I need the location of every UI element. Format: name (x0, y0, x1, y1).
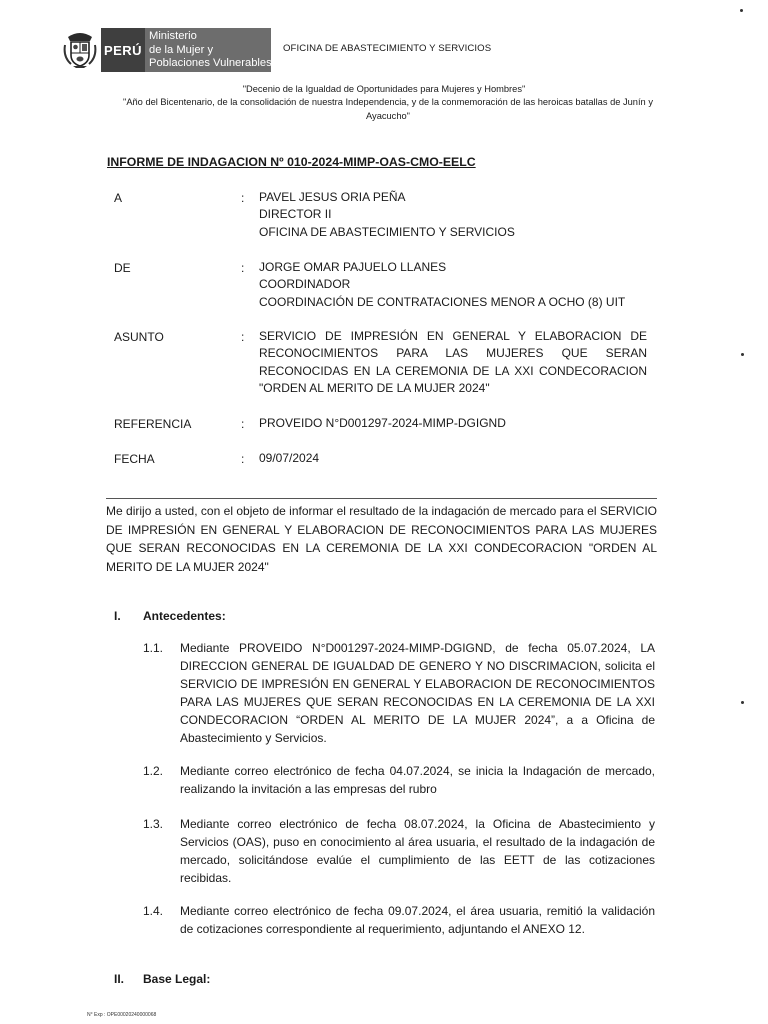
field-value-fecha: 09/07/2024 (259, 451, 320, 465)
section-number: II. (114, 972, 125, 986)
scan-speck (741, 701, 744, 704)
logo-peru (101, 28, 145, 72)
field-label-de: DE (114, 261, 131, 275)
addressee-position: DIRECTOR II (259, 207, 332, 222)
logo-ministry (145, 28, 271, 72)
logo-country-text: PERÚ (103, 42, 143, 58)
office-header: OFICINA DE ABASTECIMIENTO Y SERVICIOS (283, 43, 492, 54)
field-value-de (259, 259, 647, 311)
item-text: Mediante PROVEIDO N°D001297-2024-MIMP-DGIGND, de fecha 05.07.2024, LA DIRECCION GENERAL DE IGUALDAD DE GENERO Y NO DISCRIMACION, solicita el SERVICIO DE IMPRESIÓN EN GENERAL Y ELABORACION DE RECONOCIMIENTOS PARA LAS MUJERES QUE SERAN RECONOCIDAS EN LA CEREMONIA DE LA XXI CONDECORACION “ORDEN AL MERITO DE LA MUJER 2024”, a a Oficina de Abastecimiento y Servicios. (180, 641, 655, 745)
coat-of-arms-icon (62, 31, 98, 69)
section-number: I. (114, 609, 121, 623)
expedient-number: N° Exp : OPE00020240000068 (87, 1012, 157, 1018)
section-title-base-legal: Base Legal: (143, 972, 211, 986)
item-number: 1.3. (143, 817, 164, 831)
field-colon: : (241, 191, 245, 205)
intro-paragraph: Me dirijo a usted, con el objeto de informar el resultado de la indagación de mercado para el SERVICIO DE IMPRESIÓN EN GENERAL Y ELABORACION DE RECONOCIMIENTOS PARA LAS MUJERES QUE SERAN RECONOCIDAS EN LA CEREMONIA DE LA XXI CONDECORACION "ORDEN AL MERITO DE LA MUJER 2024" (106, 504, 657, 574)
logo-ministry-line: de la Mujer y (149, 43, 214, 56)
field-colon: : (241, 417, 245, 431)
logo-ministry-line: Poblaciones Vulnerables (149, 57, 272, 69)
scan-speck (740, 9, 743, 12)
sender-office: COORDINACIÓN DE CONTRATACIONES MENOR A OCHO (8) UIT (259, 294, 626, 309)
item-text: Mediante correo electrónico de fecha 04.07.2024, se inicia la Indagación de mercado, realizando la invitación a las empresas del rubro (180, 764, 655, 796)
field-value-a (259, 189, 647, 241)
section-title-antecedentes: Antecedentes: (143, 609, 226, 623)
field-label-asunto: ASUNTO (114, 330, 164, 344)
divider-rule (106, 498, 657, 499)
year-motto: "Año del Bicentenario, de la consolidación de nuestra Independencia, y de la conmemoración de las heroicas batallas de Junín y Ayacucho" (123, 97, 653, 121)
item-number: 1.4. (143, 904, 164, 918)
field-label-referencia: REFERENCIA (114, 417, 192, 431)
field-colon: : (241, 452, 245, 466)
sender-position: COORDINADOR (259, 277, 351, 292)
decenio-motto: "Decenio de la Igualdad de Oportunidades para Mujeres y Hombres" (242, 84, 526, 94)
field-value-asunto: SERVICIO DE IMPRESIÓN EN GENERAL Y ELABORACION DE RECONOCIMIENTOS PARA LAS MUJERES QUE SERAN RECONOCIDAS EN LA CEREMONIA DE LA XXI CONDECORACION "ORDEN AL MERITO DE LA MUJER 2024" (259, 329, 647, 395)
field-value-referencia: PROVEIDO N°D001297-2024-MIMP-DGIGND (259, 416, 506, 430)
field-colon: : (241, 330, 245, 344)
item-number: 1.2. (143, 764, 164, 778)
item-number: 1.1. (143, 641, 164, 655)
item-text: Mediante correo electrónico de fecha 08.07.2024, la Oficina de Abastecimiento y Servicios (OAS), puso en conocimiento al área usuaria, el resultado de la indagación de mercado, solicitándose evalúe el cumplimiento de las EETT de las cotizaciones recibidas. (180, 817, 655, 885)
logo-ministry-line: Ministerio (149, 30, 197, 42)
report-title: INFORME DE INDAGACION Nº 010-2024-MIMP-OAS-CMO-EELC (107, 155, 476, 169)
field-label-fecha: FECHA (114, 452, 155, 466)
item-text: Mediante correo electrónico de fecha 09.07.2024, el área usuaria, remitió la validación de cotizaciones correspondiente al requerimiento, adjuntando el ANEXO 12. (180, 904, 655, 936)
addressee-name: PAVEL JESUS ORIA PEÑA (259, 190, 406, 204)
field-label-a: A (114, 191, 123, 205)
addressee-office: OFICINA DE ABASTECIMIENTO Y SERVICIOS (259, 224, 515, 239)
sender-name: JORGE OMAR PAJUELO LLANES (259, 260, 447, 274)
scan-speck (741, 353, 744, 356)
field-colon: : (241, 261, 245, 275)
